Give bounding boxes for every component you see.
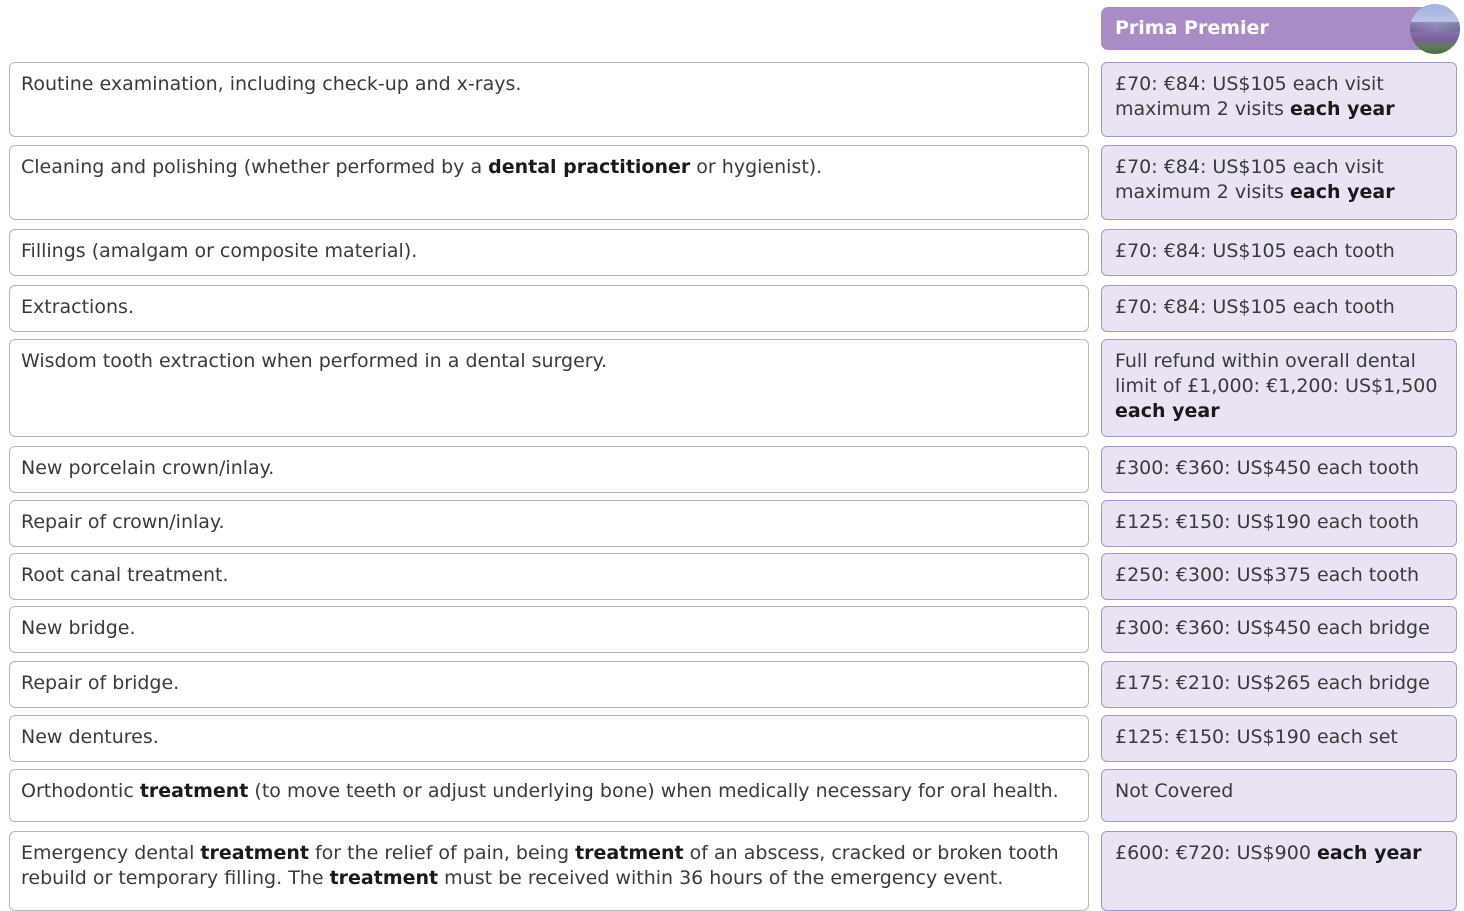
benefit-limit — [1101, 62, 1457, 137]
text-segment: New bridge. — [21, 617, 136, 639]
benefit-limit — [1101, 715, 1457, 762]
text-segment: £70: €84: US$105 each tooth — [1115, 296, 1395, 318]
benefit-limit — [1101, 339, 1457, 437]
text-segment: Cleaning and polishing (whether performed by a — [21, 156, 489, 178]
benefit-limit — [1101, 606, 1457, 653]
text-segment: New dentures. — [21, 726, 159, 748]
defined-term: treatment — [575, 842, 684, 864]
defined-term: each year — [1290, 98, 1395, 120]
benefit-row — [0, 285, 1464, 332]
text-segment: Not Covered — [1115, 780, 1234, 802]
benefit-description — [9, 769, 1089, 822]
benefit-limit — [1101, 769, 1457, 822]
text-segment: Repair of crown/inlay. — [21, 511, 225, 533]
benefit-limit — [1101, 661, 1457, 708]
text-segment: £70: €84: US$105 each visit maximum 2 visits — [1115, 73, 1384, 120]
text-segment: Emergency dental — [21, 842, 201, 864]
benefit-row — [0, 553, 1464, 600]
benefit-description — [9, 229, 1089, 276]
benefit-row — [0, 661, 1464, 708]
benefit-limit — [1101, 500, 1457, 547]
benefit-row — [0, 339, 1464, 437]
text-segment: Fillings (amalgam or composite material). — [21, 240, 418, 262]
benefit-description — [9, 831, 1089, 911]
benefit-description — [9, 62, 1089, 137]
benefit-limit — [1101, 553, 1457, 600]
text-segment: £125: €150: US$190 each set — [1115, 726, 1398, 748]
text-segment: of an abscess, cracked or broken tooth rebuild or temporary filling. The — [21, 842, 1059, 889]
benefit-description — [9, 446, 1089, 493]
text-segment: Root canal treatment. — [21, 564, 229, 586]
defined-term: treatment — [139, 780, 249, 802]
benefit-description — [9, 500, 1089, 547]
benefit-row — [0, 715, 1464, 762]
text-segment: Routine examination, including check-up and x-rays. — [21, 73, 522, 95]
text-segment: Repair of bridge. — [21, 672, 180, 694]
benefit-row — [0, 145, 1464, 220]
benefit-description — [9, 145, 1089, 220]
benefit-row — [0, 500, 1464, 547]
text-segment: £70: €84: US$105 each visit maximum 2 visits — [1115, 156, 1384, 203]
text-segment: must be received within 36 hours of the emergency event. — [438, 867, 1004, 889]
benefit-row — [0, 229, 1464, 276]
text-segment: £300: €360: US$450 each tooth — [1115, 457, 1419, 479]
text-segment: for the relief of pain, being — [308, 842, 576, 864]
benefit-limit — [1101, 145, 1457, 220]
benefit-row — [0, 606, 1464, 653]
benefit-description — [9, 339, 1089, 437]
benefit-row — [0, 831, 1464, 911]
benefit-row — [0, 769, 1464, 822]
benefit-description — [9, 285, 1089, 332]
text-segment: Full refund within overall dental limit of £1,000: €1,200: US$1,500 — [1115, 350, 1438, 397]
text-segment: New porcelain crown/inlay. — [21, 457, 275, 479]
text-segment: £175: €210: US$265 each bridge — [1115, 672, 1430, 694]
benefit-limit — [1101, 285, 1457, 332]
text-segment: Wisdom tooth extraction when performed in a dental surgery. — [21, 350, 608, 372]
text-segment: £600: €720: US$900 — [1115, 842, 1317, 864]
benefit-row — [0, 446, 1464, 493]
defined-term: dental practitioner — [488, 156, 691, 178]
text-segment: £300: €360: US$450 each bridge — [1115, 617, 1430, 639]
text-segment: (to move teeth or adjust underlying bone) when medically necessary for oral health. — [248, 780, 1059, 802]
benefit-description — [9, 606, 1089, 653]
text-segment: £125: €150: US$190 each tooth — [1115, 511, 1419, 533]
benefit-row — [0, 62, 1464, 137]
benefit-description — [9, 661, 1089, 708]
text-segment: Extractions. — [21, 296, 134, 318]
benefit-description — [9, 715, 1089, 762]
benefit-limit — [1101, 229, 1457, 276]
defined-term: each year — [1290, 181, 1395, 203]
text-segment: or hygienist). — [690, 156, 823, 178]
text-segment: £70: €84: US$105 each tooth — [1115, 240, 1395, 262]
text-segment: Orthodontic — [21, 780, 140, 802]
defined-term: treatment — [329, 867, 439, 889]
benefit-limit — [1101, 446, 1457, 493]
defined-term: each year — [1316, 842, 1422, 864]
defined-term: treatment — [200, 842, 309, 864]
benefit-description — [9, 553, 1089, 600]
defined-term: each year — [1115, 400, 1220, 422]
benefit-limit — [1101, 831, 1457, 911]
text-segment: £250: €300: US$375 each tooth — [1115, 564, 1419, 586]
plan-title: Prima Premier — [1115, 17, 1269, 39]
